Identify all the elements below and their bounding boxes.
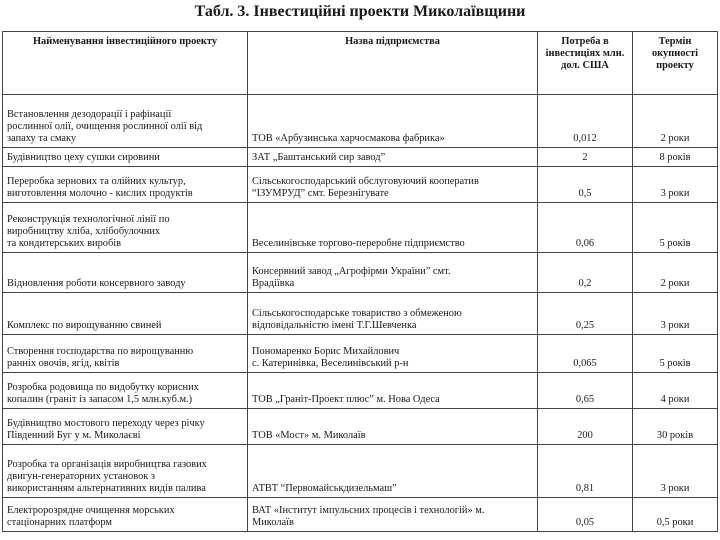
- table-row: [3, 167, 718, 203]
- cell-investment: 0,2: [538, 253, 633, 293]
- cell-project: Встановлення дезодорації і рафінації рослинної олії, очищення рослинної олії від запаху та смаку: [3, 95, 248, 148]
- table-row: [3, 409, 718, 445]
- table-row: [3, 335, 718, 373]
- cell-investment: 0,06: [538, 203, 633, 253]
- table-header-row: [3, 32, 718, 95]
- cell-project: Переробка зернових та олійних культур, виготовлення молочно - кислих продуктів: [3, 167, 248, 203]
- cell-company: АТВТ “Первомайськдизельмаш”: [248, 445, 538, 498]
- investment-projects-table: [2, 31, 718, 532]
- cell-company: Сільськогосподарське товариство з обмеженою відповідальністю імені Т.Г.Шевченка: [248, 293, 538, 335]
- cell-payback: 4 роки: [633, 373, 718, 409]
- cell-payback: 8 років: [633, 148, 718, 167]
- cell-company: Консервний завод „Агрофірми України” смт. Врадіївка: [248, 253, 538, 293]
- table-row: [3, 293, 718, 335]
- table-row: [3, 253, 718, 293]
- cell-project: Відновлення роботи консервного заводу: [3, 253, 248, 293]
- header-project: Найменування інвестиційного проекту: [3, 32, 248, 95]
- cell-investment: 0,65: [538, 373, 633, 409]
- cell-company: Веселинівське торгово-переробне підприємство: [248, 203, 538, 253]
- header-investment: Потреба в інвестиціях млн. дол. США: [538, 32, 633, 95]
- cell-payback: 0,5 роки: [633, 498, 718, 532]
- cell-investment: 0,012: [538, 95, 633, 148]
- table-row: [3, 95, 718, 148]
- cell-investment: 0,05: [538, 498, 633, 532]
- header-payback: Термін окупності проекту: [633, 32, 718, 95]
- cell-project: Створення господарства по вирощуванню ранніх овочів, ягід, квітів: [3, 335, 248, 373]
- cell-project: Реконструкція технологічної лінії по виробництву хліба, хлібобулочних та кондитерських виробів: [3, 203, 248, 253]
- cell-company: ЗАТ „Баштанський сир завод”: [248, 148, 538, 167]
- table-row: [3, 203, 718, 253]
- cell-project: Електророзрядне очищення морських стаціонарних платформ: [3, 498, 248, 532]
- cell-investment: 200: [538, 409, 633, 445]
- cell-company: ТОВ „Граніт-Проект плюс” м. Нова Одеса: [248, 373, 538, 409]
- table-title: Табл. 3. Інвестиційні проекти Миколаївщини: [194, 3, 526, 20]
- cell-payback: 3 роки: [633, 445, 718, 498]
- cell-payback: 2 роки: [633, 95, 718, 148]
- table-row: [3, 373, 718, 409]
- cell-company: ТОВ «Арбузинська харчосмакова фабрика»: [248, 95, 538, 148]
- cell-investment: 0,81: [538, 445, 633, 498]
- cell-project: Будівництво мостового переходу через річку Південний Буг у м. Миколаєві: [3, 409, 248, 445]
- cell-investment: 2: [538, 148, 633, 167]
- cell-company: Сільськогосподарський обслуговуючий кооператив “ІЗУМРУД” смт. Березнігувате: [248, 167, 538, 203]
- cell-project: Розробка та організація виробництва газових двигун-генераторних установок з використанням альтернативних видів палива: [3, 445, 248, 498]
- cell-payback: 3 роки: [633, 293, 718, 335]
- cell-payback: 5 років: [633, 203, 718, 253]
- cell-project: Розробка родовища по видобутку корисних копалин (граніт із запасом 1,5 млн.куб.м.): [3, 373, 248, 409]
- cell-company: ВАТ «Інститут імпульсних процесів і технологій» м. Миколаїв: [248, 498, 538, 532]
- cell-payback: 2 роки: [633, 253, 718, 293]
- cell-payback: 5 років: [633, 335, 718, 373]
- cell-payback: 30 років: [633, 409, 718, 445]
- cell-investment: 0,25: [538, 293, 633, 335]
- cell-company: ТОВ «Мост» м. Миколаїв: [248, 409, 538, 445]
- cell-project: Будівництво цеху сушки сировини: [3, 148, 248, 167]
- cell-payback: 3 роки: [633, 167, 718, 203]
- table-row: [3, 498, 718, 532]
- table-row: [3, 148, 718, 167]
- table-row: [3, 445, 718, 498]
- cell-company: Пономаренко Борис Михайлович с. Катеринівка, Веселинівський р-н: [248, 335, 538, 373]
- cell-investment: 0,065: [538, 335, 633, 373]
- header-company: Назва підприємства: [248, 32, 538, 95]
- cell-investment: 0,5: [538, 167, 633, 203]
- cell-project: Комплекс по вирощуванню свиней: [3, 293, 248, 335]
